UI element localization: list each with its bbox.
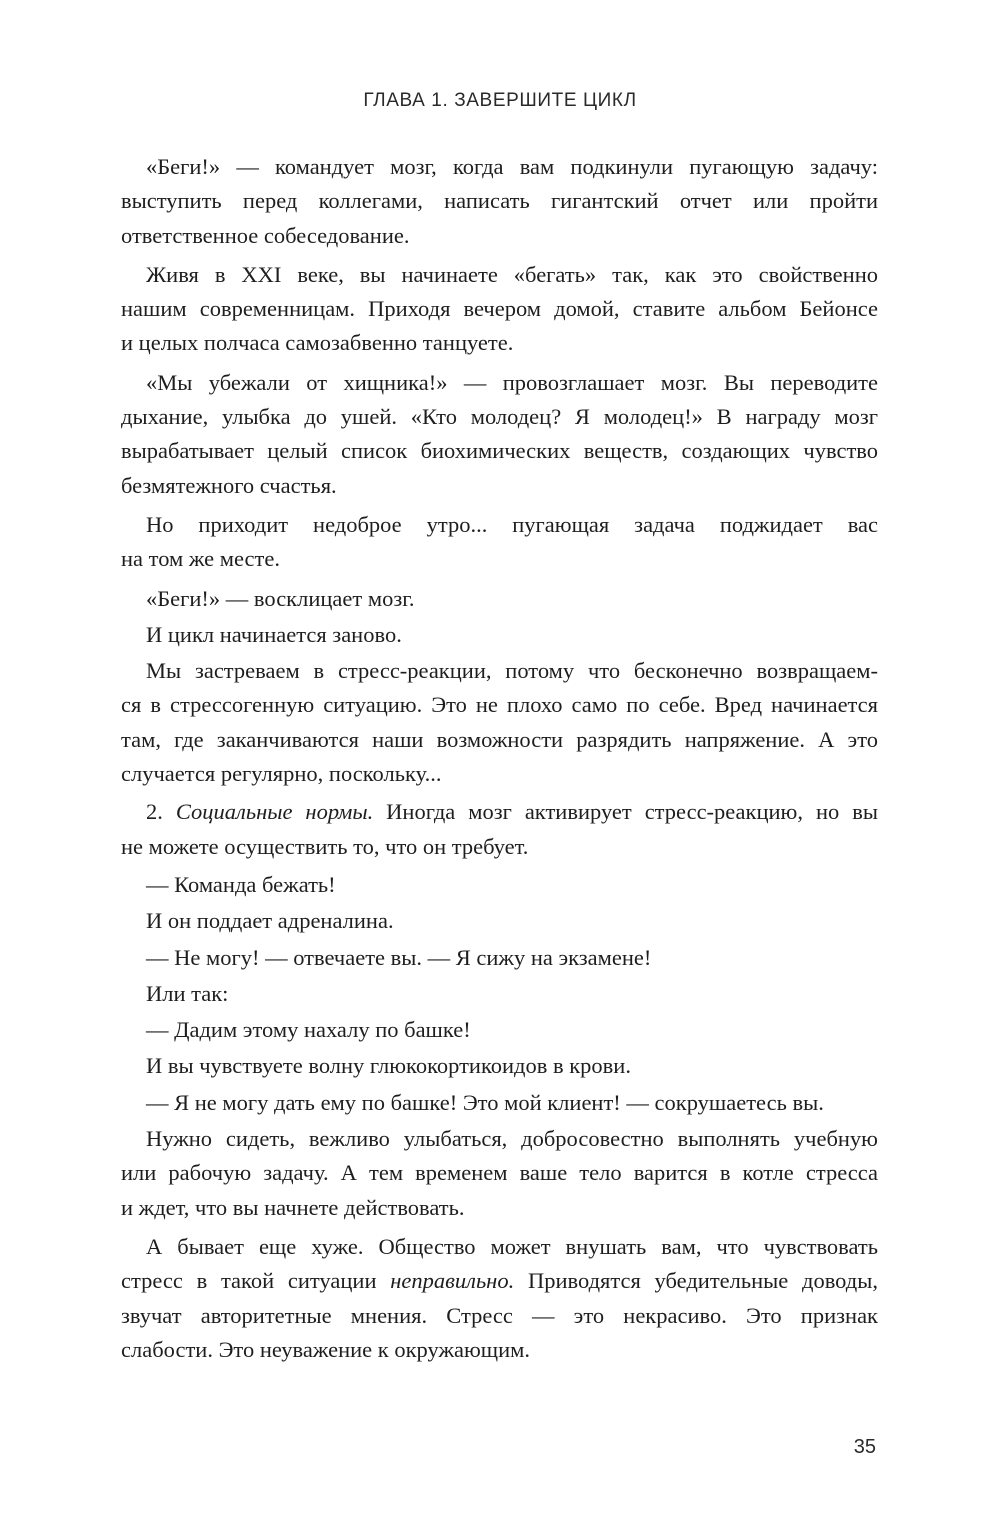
italic-term: Социальные нормы.	[175, 799, 374, 825]
paragraph	[121, 1013, 878, 1047]
text-run: Приводятся убедительные доводы,	[514, 1268, 878, 1294]
text-line: Но приходит недоброе утро... пугающая задача поджидает вас	[146, 511, 878, 537]
paragraph	[121, 1049, 878, 1083]
page-number: 35	[853, 1436, 876, 1458]
body-text	[121, 150, 878, 1367]
text-run: Иногда мозг активирует стресс-реакцию, но вы	[373, 799, 878, 825]
paragraph	[121, 150, 878, 253]
text-line: слабости. Это неуважение к окружающим.	[121, 1336, 531, 1362]
text-line: — Я не могу дать ему по башке! Это мой клиент! — сокрушаетесь вы.	[146, 1089, 824, 1115]
text-line: — Команда бежать!	[146, 871, 336, 897]
text-line: вырабатывает целый список биохимических веществ, создающих чувство	[121, 438, 878, 464]
paragraph	[121, 941, 878, 975]
text-line: звучат авторитетные мнения. Стресс — это некрасиво. Это признак	[121, 1302, 878, 1328]
text-run: 2.	[146, 799, 176, 825]
text-line: «Беги!» — командует мозг, когда вам подкинули пугающую задачу:	[146, 154, 878, 179]
text-line: «Мы убежали от хищника!» — провозглашает мозг. Вы переводите	[146, 369, 878, 395]
italic-term: неправильно.	[390, 1268, 515, 1294]
text-line: или рабочую задачу. А тем временем ваше тело варится в котле стресса	[121, 1160, 878, 1186]
text-line: и целых полчаса самозабвенно танцуете.	[121, 330, 514, 356]
text-line: там, где заканчиваются наши возможности разрядить напряжение. А это	[121, 726, 878, 752]
paragraph	[121, 654, 878, 791]
paragraph	[121, 258, 878, 361]
text-line: Живя в XXI веке, вы начинаете «бегать» так, как это свойственно	[146, 261, 878, 287]
paragraph	[121, 1122, 878, 1225]
text-line: выступить перед коллегами, написать гигантский отчет или пройти	[121, 188, 878, 214]
paragraph	[121, 508, 878, 577]
paragraph	[121, 1086, 878, 1120]
text-line: Или так:	[146, 980, 229, 1006]
text-line: случается регулярно, поскольку...	[121, 761, 442, 787]
text-line: — Дадим этому нахалу по башке!	[146, 1017, 471, 1043]
paragraph	[121, 795, 878, 864]
text-line: И цикл начинается заново.	[146, 621, 402, 647]
text-line: нашим современницам. Приходя вечером домой, ставите альбом Бейонсе	[121, 296, 878, 322]
text-line: дыхание, улыбка до ушей. «Кто молодец? Я молодец!» В награду мозг	[121, 404, 878, 430]
text-line: и ждет, что вы начнете действовать.	[121, 1194, 465, 1220]
text-line: Мы застреваем в стресс-реакции, потому что бесконечно возвращаем-	[146, 658, 878, 684]
paragraph	[121, 977, 878, 1011]
text-line	[121, 795, 878, 829]
text-line: И вы чувствуете волну глюкокортикоидов в крови.	[146, 1053, 631, 1079]
text-line: ответственное собеседование.	[121, 222, 410, 248]
text-run: А бывает еще хуже. Общество может внушать вам, что чувствовать	[146, 1233, 878, 1259]
text-line: Нужно сидеть, вежливо улыбаться, добросовестно выполнять учебную	[146, 1126, 878, 1152]
text-line: «Беги!» — восклицает мозг.	[146, 585, 415, 611]
paragraph	[121, 868, 878, 902]
text-run: стресс в такой ситуации	[121, 1268, 391, 1294]
text-line: ся в стрессогенную ситуацию. Это не плохо само по себе. Вред начинается	[121, 692, 878, 718]
text-line	[121, 1264, 878, 1298]
paragraph	[121, 582, 878, 616]
text-line: на том же месте.	[121, 546, 280, 572]
paragraph	[121, 1230, 878, 1367]
text-line: безмятежного счастья.	[121, 472, 337, 498]
text-line: И он поддает адреналина.	[146, 908, 394, 934]
paragraph	[121, 618, 878, 652]
paragraph	[121, 904, 878, 938]
paragraph	[121, 366, 878, 503]
running-head: ГЛАВА 1. ЗАВЕРШИТЕ ЦИКЛ	[363, 90, 637, 111]
text-line: не можете осуществить то, что он требует.	[121, 833, 529, 859]
text-line: — Не могу! — отвечаете вы. — Я сижу на экзамене!	[146, 944, 652, 970]
text-line	[121, 1230, 878, 1264]
